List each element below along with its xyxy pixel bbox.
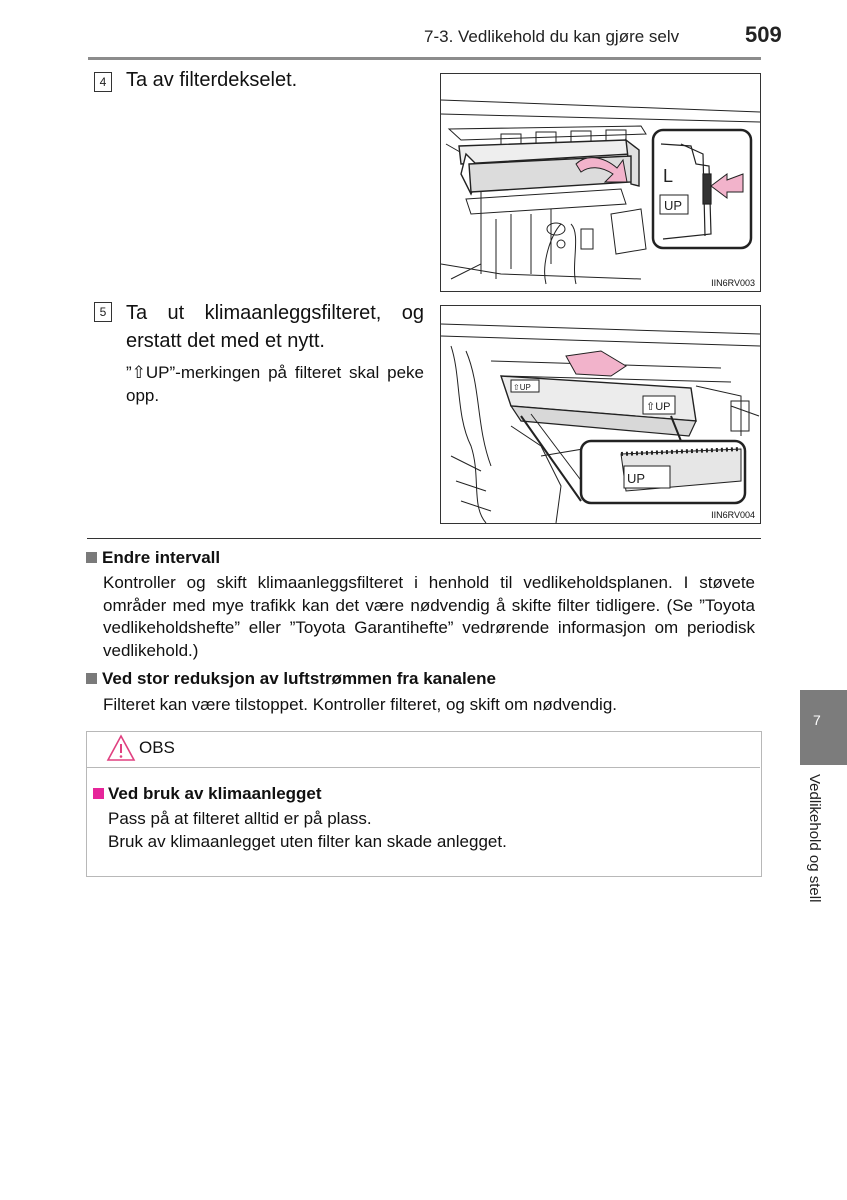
notice-divider [87, 767, 760, 768]
section-heading-interval: Endre intervall [86, 548, 220, 568]
header-title: 7-3. Vedlikehold du kan gjøre selv [424, 27, 680, 46]
svg-text:⇧UP: ⇧UP [513, 383, 531, 392]
figure-remove-cover [440, 73, 761, 292]
square-bullet-icon [86, 552, 97, 563]
square-bullet-icon [86, 673, 97, 684]
section-heading-airflow: Ved stor reduksjon av luftstrømmen fra kanalene [86, 669, 496, 689]
figure-replace-filter [440, 305, 761, 524]
l-mark-label: L [663, 166, 674, 186]
up-mark-label-2: UP [627, 471, 646, 486]
section-divider [87, 538, 761, 539]
up-mark-label: UP [664, 198, 683, 213]
notice-line-2: Bruk av klimaanlegget uten filter kan skade anlegget. [108, 832, 507, 851]
step-4-number: 4 [94, 72, 112, 92]
notice-heading: Ved bruk av klimaanlegget [93, 784, 322, 804]
section-body-interval: Kontroller og skift klimaanleggsfilteret i henhold til vedlikeholdsplanen. I støvete områder med mye trafikk kan det være nødvendig å skifte filter tidligere. (Se ”Toyota vedlikeholdshefte” eller ”Toyota Garantihefte” vedrørende informasjon om periodisk vedlikehold.) [103, 573, 755, 660]
section-body-airflow: Filteret kan være tilstoppet. Kontroller filteret, og skift om nødvendig. [103, 695, 618, 714]
chapter-tab-title: Vedlikehold og stell [806, 774, 823, 903]
figure-code-2: IIN6RV004 [711, 510, 755, 520]
notice-line-1: Pass på at filteret alltid er på plass. [108, 809, 372, 828]
header-divider [88, 57, 761, 60]
figure-code-1: IIN6RV003 [711, 278, 755, 288]
notice-box [86, 731, 762, 877]
illustration-filter-cover [441, 74, 760, 291]
svg-text:⇧UP: ⇧UP [646, 401, 671, 413]
step-4-text: Ta av filterdekselet. [126, 69, 298, 91]
chapter-tab [800, 690, 847, 765]
page-number: 509 [745, 22, 782, 47]
warning-icon [106, 734, 136, 762]
chapter-tab-number: 7 [813, 712, 821, 728]
step-5-note: ”⇧UP”-merkingen på filteret skal peke opp. [126, 363, 424, 405]
step-5-number: 5 [94, 302, 112, 322]
illustration-filter-replace [441, 306, 760, 523]
pink-square-bullet-icon [93, 788, 104, 799]
notice-label: OBS [139, 738, 175, 757]
step-5-text: Ta ut klimaanleggsfilteret, og erstatt det med et nytt. [126, 302, 424, 352]
